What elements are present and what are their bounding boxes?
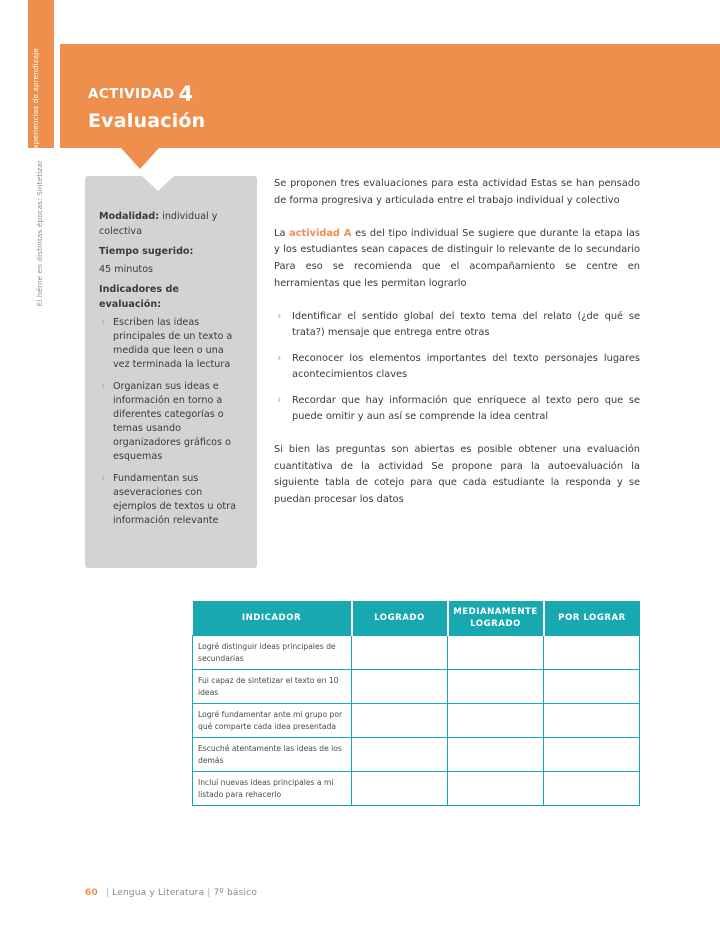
checkbox-cell-por-lograr[interactable] <box>544 738 640 772</box>
paragraph-rest: es del tipo individual Se sugiere que durante la etapa las y los estudiantes sean capaces de distinguir lo relevante de lo secundario Para eso se recomienda que el acompañamiento se centre en herramientas que les permitan lograrlo <box>274 227 640 289</box>
checkbox-cell-por-lograr[interactable] <box>544 704 640 738</box>
main-content-column <box>274 176 640 525</box>
activity-a-accent: actividad A <box>289 227 352 239</box>
table-header-row <box>193 601 640 636</box>
column-header-medianamente-logrado: MEDIANAMENTE LOGRADO <box>448 601 544 636</box>
page-title: Evaluación <box>88 110 206 132</box>
checklist-table <box>192 601 640 806</box>
list-item: › Organizan sus ideas e información en torno a diferentes categorías o temas usando organizadores gráficos o esquemas <box>99 380 243 464</box>
footer-separator: | <box>207 888 211 898</box>
table-row <box>193 772 640 806</box>
table-row <box>193 636 640 670</box>
footer-separator: | <box>105 888 110 898</box>
activity-info-box <box>85 176 257 568</box>
modality-value: individual y colectiva <box>99 211 218 237</box>
indicator-cell: Logré fundamentar ante mi grupo por qué comparte cada idea presentada <box>193 704 352 738</box>
checkbox-cell-medianamente[interactable] <box>448 772 544 806</box>
time-label-row <box>99 245 243 260</box>
time-value: 45 minutos <box>99 263 154 275</box>
indicator-cell: Logré distinguir ideas principales de secundarias <box>193 636 352 670</box>
checkbox-cell-logrado[interactable] <box>352 772 448 806</box>
table-row <box>193 704 640 738</box>
page-number: 60 <box>85 888 98 898</box>
intro-paragraph: Se proponen tres evaluaciones para esta actividad Estas se han pensado de forma progresiva y articulada entre el trabajo individual y colectivo <box>274 178 640 206</box>
column-header-indicador: INDICADOR <box>193 601 352 636</box>
modality-label: Modalidad: <box>99 211 160 222</box>
modality-row <box>99 210 243 239</box>
list-item: › Identificar el sentido global del texto tema del relato (¿de qué se trata?) mensaje que entrega entre otras <box>274 309 640 342</box>
time-label: Tiempo sugerido: <box>99 246 194 257</box>
checkbox-cell-logrado[interactable] <box>352 738 448 772</box>
list-item: › Reconocer los elementos importantes del texto personajes lugares acontecimientos claves <box>274 351 640 384</box>
checkbox-cell-logrado[interactable] <box>352 704 448 738</box>
checkbox-cell-medianamente[interactable] <box>448 738 544 772</box>
checkbox-cell-por-lograr[interactable] <box>544 772 640 806</box>
column-header-logrado: LOGRADO <box>352 601 448 636</box>
checkbox-cell-logrado[interactable] <box>352 670 448 704</box>
sidebar-unit-label: El héroe en distintas épocas: Sintetizar <box>35 160 44 307</box>
checkbox-cell-logrado[interactable] <box>352 636 448 670</box>
header-notch-triangle <box>121 148 159 169</box>
checkbox-cell-por-lograr[interactable] <box>544 670 640 704</box>
indicators-list <box>99 316 243 528</box>
indicator-cell: Escuché atentamente las ideas de los demás <box>193 738 352 772</box>
activity-a-paragraph <box>274 226 640 293</box>
footer-grade: 7º básico <box>213 888 258 898</box>
activity-label-group <box>88 82 194 106</box>
checkbox-cell-medianamente[interactable] <box>448 704 544 738</box>
footer-subject: Lengua y Literatura <box>112 888 205 898</box>
page-sidebar <box>28 0 54 935</box>
table-row <box>193 670 640 704</box>
activity-label: ACTIVIDAD <box>88 86 175 102</box>
recommendations-list <box>274 309 640 426</box>
column-header-por-lograr: POR LOGRAR <box>544 601 640 636</box>
indicator-cell: Fui capaz de sintetizar el texto en 10 ideas <box>193 670 352 704</box>
closing-paragraph: Si bien las preguntas son abiertas es posible obtener una evaluación cuantitativa de la actividad Se propone para la autoevaluación la siguiente tabla de cotejo para que cada estudiante la responda y se puedan procesar los datos <box>274 443 640 506</box>
paragraph-prefix: La <box>274 227 290 239</box>
checkbox-cell-medianamente[interactable] <box>448 636 544 670</box>
list-item: › Fundamentan sus aseveraciones con ejemplos de textos u otra información relevante <box>99 472 243 528</box>
table-body <box>193 636 640 806</box>
checkbox-cell-por-lograr[interactable] <box>544 636 640 670</box>
checkbox-cell-medianamente[interactable] <box>448 670 544 704</box>
table-row <box>193 738 640 772</box>
indicator-cell: Incluí nuevas ideas principales a mi listado para rehacerlo <box>193 772 352 806</box>
sidebar-section-label: Experiencias de aprendizaje <box>31 48 40 154</box>
infobox-notch-triangle <box>142 176 174 191</box>
indicators-heading: Indicadores de evaluación: <box>99 284 179 310</box>
list-item: › Escriben las ideas principales de un texto a medida que leen o una vez terminada la lectura <box>99 316 243 372</box>
activity-number: 4 <box>178 82 194 106</box>
page-footer <box>85 888 257 898</box>
list-item: › Recordar que hay información que enriquece al texto pero que se puede omitir y aun así se comprende la idea central <box>274 393 640 426</box>
